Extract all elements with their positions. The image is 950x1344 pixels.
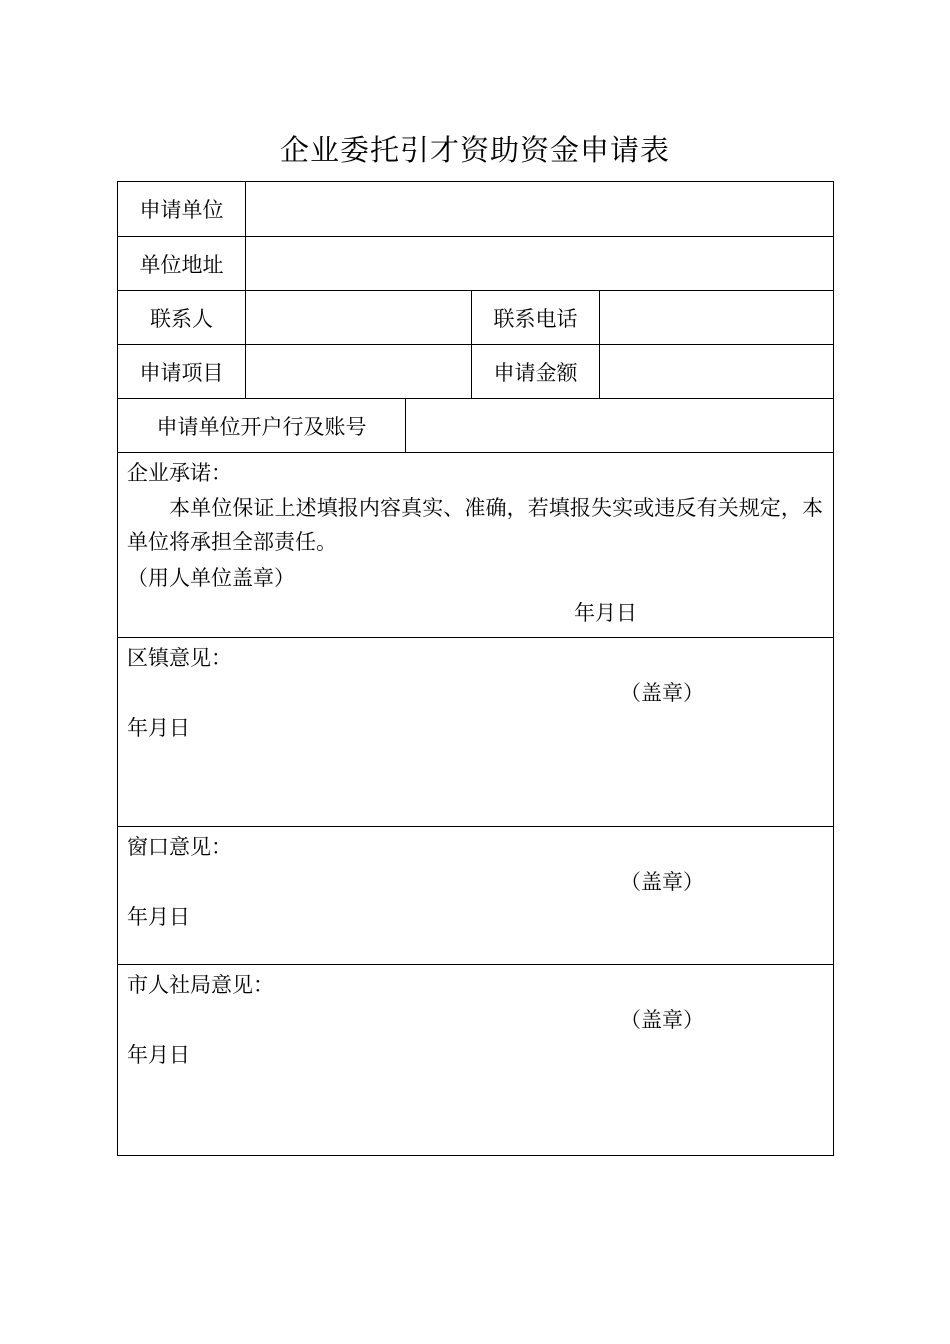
unit-address-field[interactable]: [246, 237, 833, 290]
section-bureau-opinion: [118, 965, 833, 1155]
unit-address-label: 单位地址: [118, 237, 246, 290]
row-project: [118, 345, 833, 399]
row-applicant-unit: [118, 182, 833, 237]
contact-person-field[interactable]: [246, 291, 472, 344]
row-contact: [118, 291, 833, 345]
application-form: [117, 181, 834, 1156]
form-title: 企业委托引才资助资金申请表: [279, 133, 670, 167]
window-opinion-date: 年月日: [127, 905, 190, 929]
row-unit-address: [118, 237, 833, 291]
bank-account-field[interactable]: [406, 399, 833, 452]
contact-person-label: 联系人: [118, 291, 246, 344]
commitment-date: 年月日: [574, 601, 637, 625]
bureau-opinion-seal: （盖章）: [620, 1008, 704, 1032]
apply-amount-field[interactable]: [600, 345, 833, 398]
district-opinion-seal: （盖章）: [620, 681, 704, 705]
apply-project-label: 申请项目: [118, 345, 246, 398]
window-opinion-seal: （盖章）: [620, 870, 704, 894]
applicant-unit-label: 申请单位: [118, 182, 246, 236]
apply-amount-label: 申请金额: [472, 345, 600, 398]
contact-phone-field[interactable]: [600, 291, 833, 344]
bureau-opinion-date: 年月日: [127, 1043, 190, 1067]
bank-account-label: 申请单位开户行及账号: [118, 399, 406, 452]
contact-phone-label: 联系电话: [472, 291, 600, 344]
row-bank-account: [118, 399, 833, 453]
section-window-opinion: [118, 827, 833, 965]
apply-project-field[interactable]: [246, 345, 472, 398]
applicant-unit-field[interactable]: [246, 182, 833, 236]
window-opinion-heading: 窗口意见：: [127, 835, 232, 859]
commitment-heading: 企业承诺：: [127, 461, 232, 485]
commitment-seal: （用人单位盖章）: [127, 566, 295, 590]
district-opinion-heading: 区镇意见：: [127, 646, 232, 670]
section-district-opinion: [118, 638, 833, 827]
district-opinion-date: 年月日: [127, 716, 190, 740]
section-commitment: [118, 453, 833, 638]
bureau-opinion-heading: 市人社局意见：: [127, 973, 274, 997]
commitment-body: 本单位保证上述填报内容真实、准确，若填报失实或违反有关规定，本单位将承担全部责任。: [127, 496, 823, 554]
